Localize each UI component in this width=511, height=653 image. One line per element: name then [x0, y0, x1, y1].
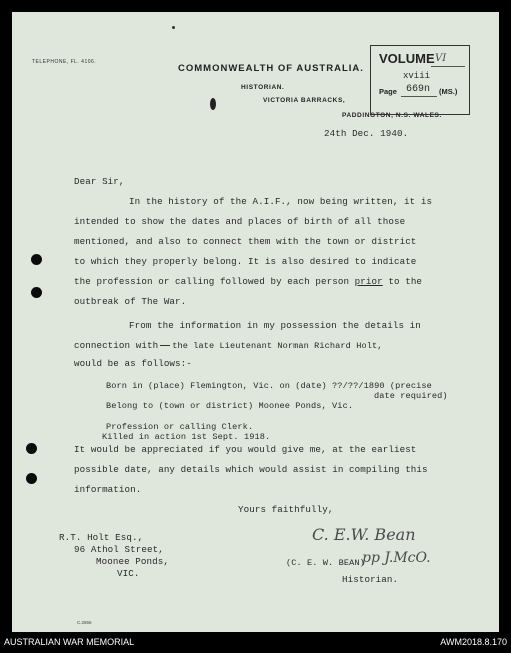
signer-name: (C. E. W. BEAN): [286, 558, 365, 568]
footer-accession: AWM2018.8.170: [440, 637, 507, 647]
body-line: the profession or calling followed by each person prior to the: [74, 276, 423, 287]
body-line: connection with the late Lieutenant Norman Richard Holt,: [74, 340, 383, 351]
footer-source: AUSTRALIAN WAR MEMORIAL: [4, 637, 135, 647]
body-line: information.: [74, 484, 142, 495]
body-line: possible date, any details which would assist in compiling this: [74, 464, 428, 475]
punch-hole: [31, 254, 42, 265]
profession-line: Profession or calling Clerk.: [106, 422, 254, 432]
underlined-word: prior: [354, 276, 383, 287]
body-line: In the history of the A.I.F., now being written, it is: [129, 196, 433, 207]
letter-date: 24th Dec. 1940.: [324, 128, 409, 139]
punch-hole: [26, 473, 37, 484]
body-line: to which they properly belong. It is also desired to indicate: [74, 256, 417, 267]
page-value: 669n: [406, 84, 431, 95]
ink-mark: [210, 98, 216, 110]
signature: C. E.W. Bean: [312, 525, 416, 544]
born-note: date required): [374, 391, 448, 401]
letterhead-location: PADDINGTON, N.S. WALES.: [342, 112, 442, 119]
body-line: intended to show the dates and places of birth of all those: [74, 216, 406, 227]
page-rule: [401, 96, 437, 97]
punch-hole: [26, 443, 37, 454]
letter-page: [12, 12, 499, 632]
body-line: mentioned, and also to connect them with the town or district: [74, 236, 417, 247]
born-line: Born in (place) Flemington, Vic. on (date) ??/??/1890 (precise: [106, 381, 432, 391]
addressee-name: R.T. Holt Esq.,: [59, 532, 144, 543]
volume-rule: [431, 66, 465, 67]
body-line: would be as follows:-: [74, 358, 192, 369]
page-label: Page: [379, 87, 397, 96]
ink-speck: [172, 26, 175, 29]
letterhead-org: COMMONWEALTH OF AUSTRALIA.: [178, 63, 364, 74]
addressee-suburb: Moonee Ponds,: [96, 556, 169, 567]
volume-value: VI: [435, 53, 447, 64]
closing: Yours faithfully,: [238, 504, 334, 515]
signer-pp: pp J.McO.: [362, 550, 431, 566]
volume-label: VOLUME: [379, 51, 435, 66]
belong-line: Belong to (town or district) Moonee Ponds, Vic.: [106, 401, 354, 411]
telephone-line: TELEPHONE, FL. 4106.: [32, 59, 97, 65]
addressee-state: VIC.: [117, 568, 140, 579]
subvolume-number: xviii: [403, 71, 431, 81]
salutation: Dear Sir,: [74, 176, 125, 187]
ms-label: (MS.): [439, 87, 458, 96]
addressee-street: 96 Athol Street,: [74, 544, 164, 555]
signer-title: Historian.: [342, 574, 399, 585]
body-line: outbreak of The War.: [74, 296, 187, 307]
volume-stamp: [370, 45, 470, 115]
punch-hole: [31, 287, 42, 298]
body-line: It would be appreciated if you would give me, at the earliest: [74, 444, 417, 455]
letterhead-barracks: VICTORIA BARRACKS,: [263, 97, 346, 104]
print-code: C.2656: [77, 620, 92, 625]
killed-line: Killed in action 1st Sept. 1918.: [102, 432, 271, 442]
letterhead-dept: HISTORIAN.: [241, 84, 285, 91]
body-line: From the information in my possession the details in: [129, 320, 421, 331]
